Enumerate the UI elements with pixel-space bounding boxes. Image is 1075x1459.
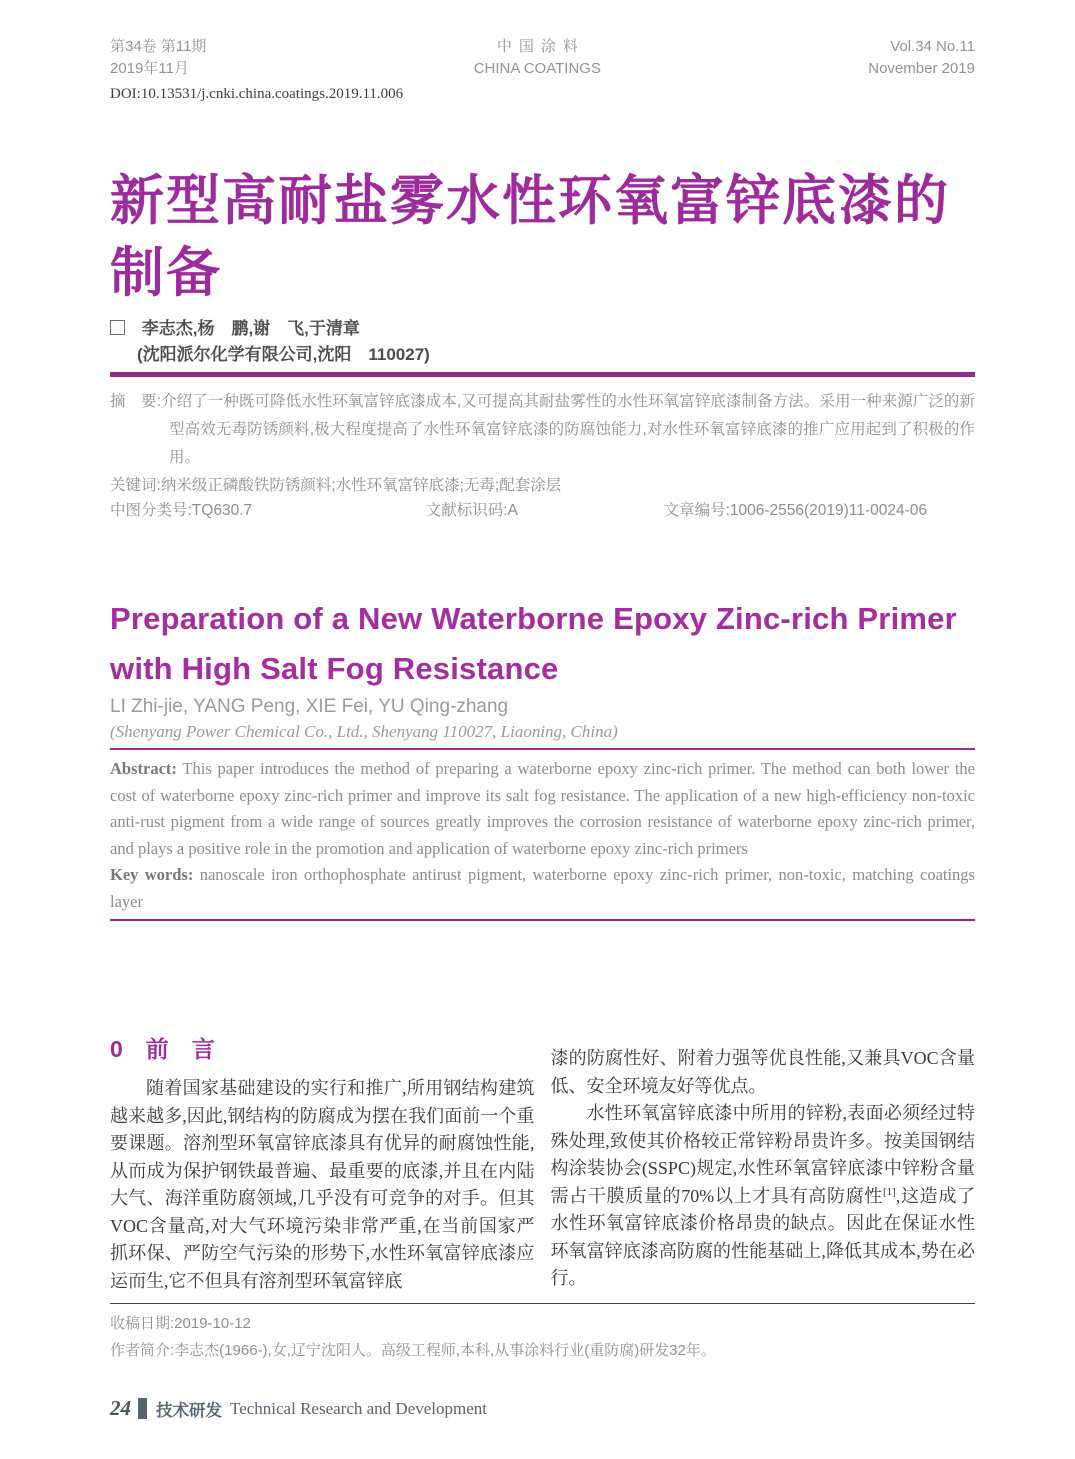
journal-header [110, 36, 975, 80]
affiliation-en: (Shenyang Power Chemical Co., Ltd., Shenyang 110027, Liaoning, China) [110, 722, 618, 741]
left-column [110, 1033, 535, 1295]
intro-paragraph-right-2a: 水性环氧富锌底漆中所用的锌粉,表面必须经过特殊处理,致使其价格较正常锌粉昂贵许多。按美国钢结构涂装协会(SSPC)规定,水性环氧富锌底漆中锌粉含量需占干膜质量的70%以上才具有高防腐性 [550, 1103, 975, 1206]
keywords-cn [110, 472, 975, 500]
abstract-cn-text: 介绍了一种既可降低水性环氧富锌底漆成本,又可提高其耐盐雾性的水性环氧富锌底漆制备方法。采用一种来源广泛的新型高效无毒防锈颜料,极大程度提高了水性环氧富锌底漆的防腐蚀能力,对水性环氧富锌底漆的推广应用起到了积极的作用。 [161, 393, 975, 466]
author-square-bullet-icon [110, 320, 125, 335]
keywords-cn-label: 关键词: [110, 477, 161, 494]
abstract-top-rule [110, 748, 975, 750]
article-id: 文章编号:1006-2556(2019)11-0024-06 [663, 502, 927, 519]
abstract-cn-label: 摘 要: [110, 393, 162, 410]
intro-paragraph-left: 随着国家基础建设的实行和推广,所用钢结构建筑越来越多,因此,钢结构的防腐成为摆在我们面前一个重要课题。溶剂型环氧富锌底漆具有优异的耐腐蚀性能,从而成为保护钢铁最普遍、最重要的底漆,并且在内陆大气、海洋重防腐领域,几乎没有可竞争的对手。但其VOC含量高,对大气环境污染非常严重,在当前国家严抓环保、严防空气污染的形势下,水性环氧富锌底漆应运而生,它不但具有溶剂型环氧富锌底 [110, 1078, 535, 1291]
keywords-en [110, 862, 975, 915]
clc-number: 中图分类号:TQ630.7 [110, 502, 253, 519]
doi-line: DOI:10.13531/j.cnki.china.coatings.2019.11.006 [110, 86, 404, 102]
reference-superscript: [1] [882, 1185, 896, 1198]
header-center [474, 36, 601, 80]
abstract-en-label: Abstract: [110, 759, 177, 778]
affiliation-cn: (沈阳派尔化学有限公司,沈阳 110027) [137, 345, 430, 364]
document-code: 文献标识码:A [425, 502, 518, 519]
abstract-cn [110, 388, 975, 472]
abstract-en-text: This paper introduces the method of preparing a waterborne epoxy zinc-rich primer. The method can both lower the cost of waterborne epoxy zinc-rich primer and improve its salt fog resistance. The application of a new high-efficiency non-toxic anti-rust pigment from a wide range of sources greatly improves the corrosion resistance of waterborne epoxy zinc-rich primer, and plays a positive role in the promotion and application of waterborne epoxy zinc-rich primers [110, 759, 975, 858]
journal-name-cn: 中国涂料 [496, 38, 585, 55]
intro-paragraph-right-2b: ,这造成了水性环氧富锌底漆价格昂贵的缺点。因此在保证水性环氧富锌底漆高防腐的性能基础上,降低其成本,势在必行。 [550, 1185, 975, 1288]
abstract-bottom-rule [110, 919, 975, 921]
date-en: November 2019 [868, 60, 975, 77]
abstract-en [110, 756, 975, 862]
article-title-cn-line2: 制备 [110, 243, 222, 303]
volume-issue-cn: 第34卷 第11期 [110, 38, 207, 55]
footnotes [110, 1303, 975, 1364]
date-cn: 2019年11月 [110, 60, 189, 77]
keywords-en-label: Key words: [110, 865, 194, 884]
footer-section-cn: 技术研发 [156, 1401, 222, 1420]
article-title-en-line2: with High Salt Fog Resistance [110, 651, 559, 686]
intro-paragraph-right-1: 漆的防腐性好、附着力强等优良性能,又兼具VOC含量低、安全环境友好等优点。 [550, 1048, 975, 1096]
article-title-cn-line1: 新型高耐盐雾水性环氧富锌底漆的 [110, 171, 950, 231]
title-divider-rule [110, 372, 975, 377]
keywords-cn-text: 纳米级正磷酸铁防锈颜料;水性环氧富锌底漆;无毒;配套涂层 [160, 477, 562, 494]
body-columns [110, 1033, 975, 1295]
footer-bar-icon [138, 1398, 147, 1419]
journal-name-en: CHINA COATINGS [473, 60, 601, 77]
keywords-en-text: nanoscale iron orthophosphate antirust pigment, waterborne epoxy zinc-rich primer, non-toxic, matching coatings layer [110, 865, 975, 911]
authors-cn [110, 316, 975, 342]
header-right [868, 36, 975, 80]
article-title-en [110, 594, 975, 694]
classification-row [110, 500, 975, 522]
footer-section-en: Technical Research and Development [230, 1398, 488, 1418]
page-number: 24 [110, 1396, 131, 1420]
right-column [551, 1045, 976, 1295]
intro-paragraph-right-2 [551, 1100, 976, 1293]
author-bio: 作者简介:李志杰(1966-),女,辽宁沈阳人。高级工程师,本科,从事涂料行业(重防腐)研发32年。 [110, 1342, 716, 1359]
article-title-en-line1: Preparation of a New Waterborne Epoxy Zinc-rich Primer [110, 601, 957, 636]
page-footer [110, 1396, 487, 1421]
section-heading-intro: 0 前 言 [110, 1036, 215, 1062]
volume-issue-en: Vol.34 No.11 [890, 38, 975, 55]
authors-en: LI Zhi-jie, YANG Peng, XIE Fei, YU Qing-zhang [110, 696, 509, 717]
header-left [110, 36, 206, 80]
received-date: 收稿日期:2019-10-12 [110, 1315, 251, 1332]
article-title-cn [110, 165, 975, 309]
author-names-cn: 李志杰,杨 鹏,谢 飞,于清章 [141, 319, 360, 338]
